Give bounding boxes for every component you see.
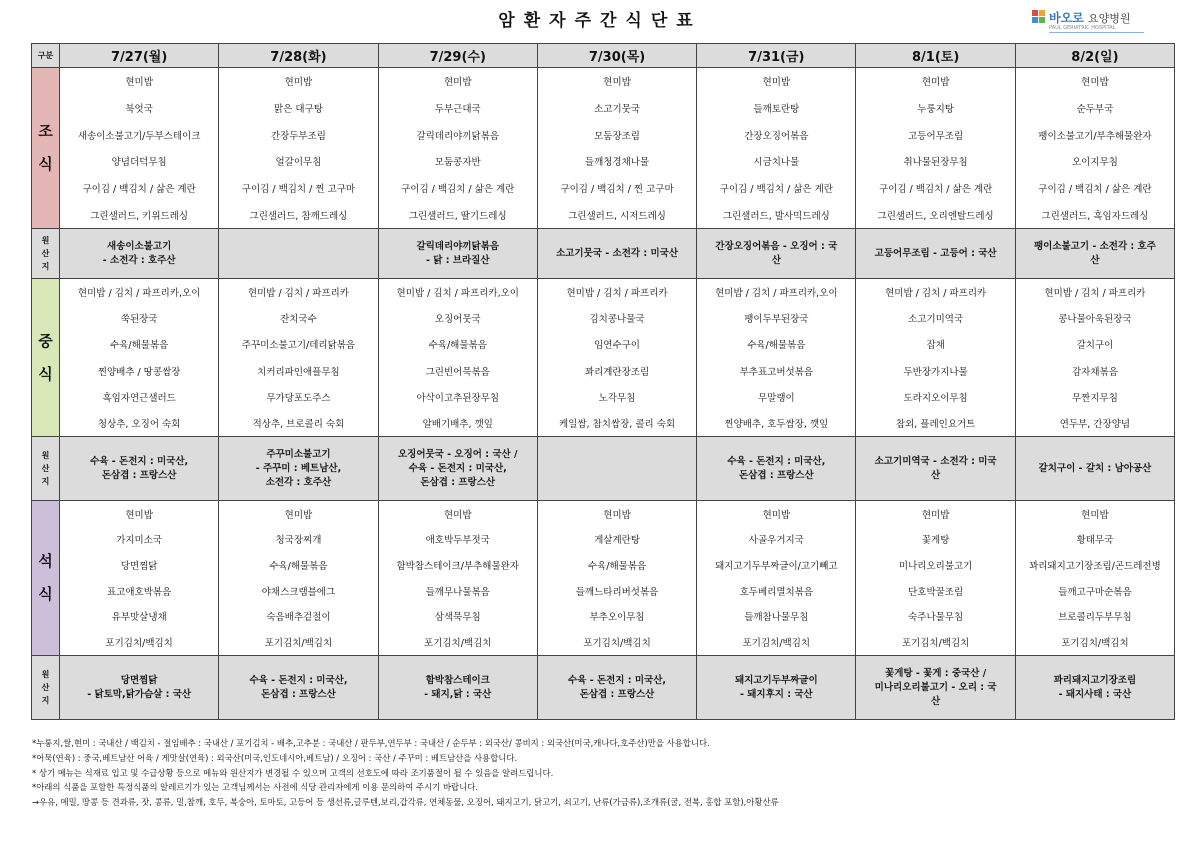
lunch-label: 중 식 xyxy=(32,279,60,437)
menu-item: 현미밥 xyxy=(284,77,313,89)
menu-item: 미나리오리불고기 xyxy=(898,561,973,573)
menu-item: 현미밥 xyxy=(125,509,153,521)
origin-text: 산 xyxy=(1090,254,1100,266)
menu-item: 포기김치/백김치 xyxy=(583,638,651,650)
menu-cell xyxy=(537,68,696,229)
menu-item: 현미밥 xyxy=(284,509,313,521)
menu-item: 그린샐러드, 딸기드레싱 xyxy=(408,210,507,222)
menu-item: 꽈리돼지고기장조림/곤드레전병 xyxy=(1029,561,1161,573)
menu-item: 현미밥 / 김치 / 파프리카 xyxy=(1044,288,1146,300)
menu-item: 아삭이고추된장무침 xyxy=(416,392,500,404)
origin-label: 원 산 지 xyxy=(32,229,60,279)
origin-text: 함박참스테이크 xyxy=(425,674,490,686)
day-header: 7/29(수) xyxy=(378,44,537,68)
menu-item: 포기김치/백김치 xyxy=(742,638,811,650)
origin-text: 팽이소불고기 - 소전각 : 호주 xyxy=(1033,240,1156,252)
menu-item: 오이지무침 xyxy=(1071,157,1118,169)
header-row xyxy=(32,44,1175,68)
origin-cell xyxy=(219,437,378,501)
menu-item: 수육/해물볶음 xyxy=(428,340,487,352)
menu-item: 잡채 xyxy=(926,340,945,352)
menu-item: 소고기뭇국 xyxy=(594,103,640,115)
origin-cell xyxy=(60,656,219,720)
origin-text: 돼지고기두부짜글이 xyxy=(735,674,818,686)
origin-text: - 돼지,닭 : 국산 xyxy=(424,688,492,700)
menu-item: 당면찜닭 xyxy=(120,561,158,573)
menu-item: 팽이두부된장국 xyxy=(744,314,809,326)
menu-item: 오징어뭇국 xyxy=(434,314,481,326)
origin-cell xyxy=(697,437,856,501)
origin-cell xyxy=(697,656,856,720)
menu-item: 현미밥 / 김치 / 파프리카 xyxy=(247,288,349,300)
menu-cell xyxy=(1015,68,1174,229)
menu-item: 사골우거지국 xyxy=(748,535,804,547)
menu-cell xyxy=(219,501,378,656)
day-header: 7/31(금) xyxy=(697,44,856,68)
menu-item: 구이김 / 백김치 / 삶은 계란 xyxy=(719,183,833,195)
menu-item: 구이김 / 백김치 / 찐 고구마 xyxy=(560,183,674,195)
menu-item: 꽃게탕 xyxy=(921,535,950,547)
origin-text: 산 xyxy=(771,254,781,266)
menu-item: 포기김치/백김치 xyxy=(264,638,333,650)
menu-item: 갈치구이 xyxy=(1076,340,1114,352)
menu-item: 구이김 / 백김치 / 삶은 계란 xyxy=(878,183,993,195)
menu-item: 적상추, 브로콜리 숙회 xyxy=(252,418,345,430)
menu-item: 현미밥 / 김치 / 파프리카,오이 xyxy=(715,288,838,300)
menu-item: 청상추, 오징어 숙회 xyxy=(97,418,181,430)
menu-item: 표고애호박볶음 xyxy=(107,586,172,598)
menu-cell xyxy=(219,68,378,229)
menu-item: 그린샐러드, 발사믹드레싱 xyxy=(722,210,830,222)
menu-item: 얼갈이무침 xyxy=(275,157,322,169)
menu-item: 현미밥 / 김치 / 파프리카,오이 xyxy=(77,288,201,300)
menu-item: 현미밥 / 김치 / 파프리카 xyxy=(566,288,668,300)
menu-cell xyxy=(697,279,856,437)
menu-item: 도라지오이무침 xyxy=(903,392,968,404)
menu-item: 들깨토란탕 xyxy=(753,103,800,115)
weekly-menu-table xyxy=(31,43,1175,720)
menu-item: 새송이소불고기/두부스테이크 xyxy=(77,130,201,142)
note-line: →우유, 메밀, 땅콩 등 견과류, 잣, 콩류, 밀,참깨, 호두, 복숭아, 토마토, 고등어 등 생선류,글루텐,보리,갑각류, 연체동물, 오징어, 돼지고기, 닭고기, 쇠고기, 난류(가금류),조개류(굴, 전복, 홍합 포함),아황산류 xyxy=(32,797,779,808)
menu-item: 야채스크램블에그 xyxy=(261,586,336,598)
menu-item: 현미밥 xyxy=(443,77,472,89)
origin-cell xyxy=(537,437,696,501)
menu-item: 호두베리멸치볶음 xyxy=(739,586,814,598)
menu-item: 알배기배추, 깻잎 xyxy=(422,418,493,430)
menu-item: 현미밥 xyxy=(1081,509,1109,521)
menu-cell xyxy=(378,279,537,437)
menu-item: 수육/해물볶음 xyxy=(110,340,169,352)
origin-text: 갈치구이 - 갈치 : 남아공산 xyxy=(1038,462,1152,474)
menu-item: 들깨느타리버섯볶음 xyxy=(575,586,659,598)
origin-cell xyxy=(537,229,696,279)
origin-text: - 돼지후지 : 국산 xyxy=(739,688,813,700)
origin-text: 돈삼겹 : 프랑스산 xyxy=(420,476,496,488)
menu-item: 구이김 / 백김치 / 삶은 계란 xyxy=(1038,183,1152,195)
menu-item: 간장두부조림 xyxy=(270,130,326,142)
menu-item: 주꾸미소불고기/데리닭볶음 xyxy=(241,340,356,352)
menu-item: 누룽지탕 xyxy=(917,103,954,115)
menu-item: 현미밥 / 김치 / 파프리카,오이 xyxy=(396,288,519,300)
menu-item: 유부맛살냉채 xyxy=(111,612,167,624)
menu-item: 현미밥 xyxy=(762,509,791,521)
origin-cell xyxy=(219,656,378,720)
origin-text: 수육 - 돈전지 : 미국산, xyxy=(249,674,348,686)
origin-text: 산 xyxy=(931,695,941,707)
origin-text: - 닭토막,닭가슴살 : 국산 xyxy=(87,688,192,700)
menu-item: 애호박두부젓국 xyxy=(425,535,490,547)
menu-item: 양념더덕무침 xyxy=(111,157,167,169)
menu-cell xyxy=(219,279,378,437)
day-header: 7/27(월) xyxy=(60,44,219,68)
origin-text: 꽈리돼지고기장조림 xyxy=(1053,674,1137,686)
menu-item: 현미밥 / 김치 / 파프리카 xyxy=(885,288,987,300)
menu-cell xyxy=(60,279,219,437)
origin-text: 수육 - 돈전지 : 미국산, xyxy=(90,455,189,467)
menu-item: 치커리파인애플무침 xyxy=(257,366,340,378)
origin-text: 고등어무조림 - 고등어 : 국산 xyxy=(874,247,997,259)
menu-item: 모둠콩자반 xyxy=(434,157,481,169)
menu-item: 들깨무나물볶음 xyxy=(425,586,490,598)
menu-cell xyxy=(378,501,537,656)
origin-label: 원 산 지 xyxy=(32,656,60,720)
menu-item: 연두부, 간장양념 xyxy=(1059,418,1131,430)
menu-item: 포기김치/백김치 xyxy=(105,638,173,650)
origin-text: 소전각 : 호주산 xyxy=(265,476,332,488)
origin-text: 주꾸미소불고기 xyxy=(266,448,331,460)
menu-item: 소고기미역국 xyxy=(908,314,964,326)
logo-icon xyxy=(1032,10,1046,24)
menu-item: 브로콜리두부무침 xyxy=(1058,612,1132,624)
menu-item: 포기김치/백김치 xyxy=(1061,638,1129,650)
menu-item: 숙주나물무침 xyxy=(908,612,964,624)
menu-item: 케일쌈, 참치쌈장, 콜리 숙회 xyxy=(559,418,676,430)
note-line: * 상기 메뉴는 식재료 입고 및 수급상황 등으로 메뉴와 원산지가 변경될 수 있으며 고객의 선호도에 따라 조기품절이 될 수 있음을 알려드립니다. xyxy=(32,767,554,778)
menu-item: 현미밥 xyxy=(921,77,950,89)
menu-cell xyxy=(856,279,1015,437)
lunch-row xyxy=(32,279,1175,437)
menu-item: 시금치나물 xyxy=(753,157,800,169)
menu-item: 구이김 / 백김치 / 찐 고구마 xyxy=(241,183,356,195)
menu-item: 고등어무조림 xyxy=(908,130,964,142)
menu-item: 임연수구이 xyxy=(594,340,640,352)
menu-item: 부추표고버섯볶음 xyxy=(739,366,814,378)
menu-cell xyxy=(378,68,537,229)
origin-cell xyxy=(60,229,219,279)
menu-item: 순두부국 xyxy=(1076,103,1114,115)
menu-cell xyxy=(60,68,219,229)
origin-label: 원 산 지 xyxy=(32,437,60,501)
origin-text: 갈릭데리야끼닭볶음 xyxy=(416,240,500,252)
menu-item: 무말랭이 xyxy=(757,392,795,404)
menu-item: 들깨청경채나물 xyxy=(584,157,650,169)
menu-item: 쑥된장국 xyxy=(120,314,158,326)
menu-item: 콩나물아욱된장국 xyxy=(1058,314,1132,326)
menu-item: 간장오징어볶음 xyxy=(744,130,809,142)
menu-item: 그린빈어묵볶음 xyxy=(425,366,490,378)
menu-item: 현미밥 xyxy=(1081,77,1109,89)
menu-item: 감자채볶음 xyxy=(1071,366,1118,378)
menu-item: 그린샐러드, 오리엔탈드레싱 xyxy=(877,210,994,222)
menu-item: 잔치국수 xyxy=(280,314,317,326)
origin-text: 오징어뭇국 - 오징어 : 국산 / xyxy=(397,448,518,460)
day-header: 7/28(화) xyxy=(219,44,378,68)
origin-text: - 소전각 : 호주산 xyxy=(102,254,176,266)
menu-item: 함박참스테이크/부추해물완자 xyxy=(396,561,519,573)
menu-item: 참외, 플레인요거트 xyxy=(895,418,976,430)
menu-item: 들깨참나물무침 xyxy=(744,612,809,624)
origin-cell xyxy=(1015,229,1174,279)
menu-item: 현미밥 xyxy=(603,509,631,521)
menu-item: 흑임자연근샐러드 xyxy=(102,392,176,404)
page-title: 암환자주간식단표 xyxy=(498,11,702,31)
origin-cell xyxy=(378,656,537,720)
menu-item: 모둠장조림 xyxy=(594,130,640,142)
menu-cell xyxy=(60,501,219,656)
menu-cell xyxy=(856,501,1015,656)
menu-item: 현미밥 xyxy=(603,77,631,89)
logo-brand: 바오로 xyxy=(1049,11,1084,25)
menu-item: 현미밥 xyxy=(125,77,153,89)
menu-item: 수육/해물볶음 xyxy=(587,561,647,573)
origin-text: 당면찜닭 xyxy=(120,674,158,686)
menu-item: 현미밥 xyxy=(762,77,791,89)
hospital-logo xyxy=(1032,8,1144,34)
menu-item: 그린샐러드, 참깨드레싱 xyxy=(249,210,348,222)
origin-cell xyxy=(378,229,537,279)
menu-item: 그린샐러드, 키위드레싱 xyxy=(90,210,189,222)
breakfast-row xyxy=(32,68,1175,229)
menu-item: 숙음배추겉절이 xyxy=(266,612,331,624)
origin-cell xyxy=(219,229,378,279)
header-gubun: 구분 xyxy=(32,44,60,68)
menu-item: 단호박꿀조림 xyxy=(908,586,964,598)
day-header: 7/30(목) xyxy=(537,44,696,68)
origin-text: 꽃게탕 - 꽃게 : 중국산 / xyxy=(885,667,987,679)
menu-cell xyxy=(1015,279,1174,437)
menu-item: 김치콩나물국 xyxy=(589,314,645,326)
origin-cell xyxy=(856,229,1015,279)
menu-cell xyxy=(697,68,856,229)
origin-text: 간장오징어볶음 - 오징어 : 국 xyxy=(715,240,838,252)
origin-text: 수육 - 돈전지 : 미국산, xyxy=(408,462,507,474)
origin-text: 돈삼겹 : 프랑스산 xyxy=(579,688,655,700)
origin-cell xyxy=(697,229,856,279)
menu-item: 들깨고구마순볶음 xyxy=(1058,586,1132,598)
origin-text: 돈삼겹 : 프랑스산 xyxy=(261,688,336,700)
menu-item: 노각무침 xyxy=(598,392,636,404)
origin-text: 새송이소불고기 xyxy=(107,240,172,252)
origin-text: 산 xyxy=(931,469,941,481)
origin-text: 수육 - 돈전지 : 미국산, xyxy=(727,455,826,467)
origin-cell xyxy=(1015,656,1174,720)
menu-item: 가지미소국 xyxy=(116,535,163,547)
breakfast-label: 조 식 xyxy=(32,68,60,229)
menu-item: 그린샐러드, 시저드레싱 xyxy=(568,210,666,222)
origin-cell xyxy=(856,437,1015,501)
menu-item: 팽이소불고기/부추해물완자 xyxy=(1038,130,1152,142)
note-line: *어묵(연육) : 중국,베트남산 어육 / 게맛살(연육) : 외국산(미국,인도네시아,베트남) / 오징어 : 국산 / 주꾸미 : 베트남산을 사용합니다. xyxy=(32,752,518,763)
origin-text: - 돼지사태 : 국산 xyxy=(1058,688,1132,700)
menu-item: 무짠지무침 xyxy=(1071,392,1118,404)
menu-cell xyxy=(856,68,1015,229)
note-line: *아래의 식품을 포함한 특정식품의 알레르기가 있는 고객님께서는 사전에 식당 관리자에게 이용 문의하여 주시기 바랍니다. xyxy=(32,782,478,793)
day-header: 8/1(토) xyxy=(856,44,1015,68)
dinner-row xyxy=(32,501,1175,656)
origin-cell xyxy=(856,656,1015,720)
menu-item: 청국장찌개 xyxy=(275,535,322,547)
origin-text: 소고기뭇국 - 소전각 : 미국산 xyxy=(556,247,678,259)
origin-text: 돈삼겹 : 프랑스산 xyxy=(101,469,177,481)
menu-item: 황태무국 xyxy=(1076,535,1114,547)
origin-text: 소고기미역국 - 소전각 : 미국 xyxy=(874,455,997,467)
menu-item: 갈릭데리야끼닭볶음 xyxy=(416,130,500,142)
menu-item: 포기김치/백김치 xyxy=(901,638,970,650)
origin-text: - 주꾸미 : 베트남산, xyxy=(255,462,342,474)
dinner-origin-row xyxy=(32,656,1175,720)
origin-cell xyxy=(378,437,537,501)
menu-item: 꽈리계란장조림 xyxy=(584,366,650,378)
menu-cell xyxy=(537,501,696,656)
menu-item: 현미밥 xyxy=(443,509,472,521)
menu-item: 북엇국 xyxy=(125,103,153,115)
origin-text: 수육 - 돈전지 : 미국산, xyxy=(568,674,667,686)
origin-cell xyxy=(537,656,696,720)
logo-suffix: 요양병원 xyxy=(1087,12,1131,25)
menu-item: 무가당포도주스 xyxy=(266,392,331,404)
day-header: 8/2(일) xyxy=(1015,44,1174,68)
menu-item: 돼지고기두부짜글이/고기빼고 xyxy=(715,561,838,573)
menu-item: 게살계란탕 xyxy=(594,535,640,547)
menu-item: 삼색묵무침 xyxy=(434,612,481,624)
menu-item: 구이김 / 백김치 / 삶은 계란 xyxy=(401,183,515,195)
menu-item: 수육/해물볶음 xyxy=(269,561,328,573)
note-line: *누룽지,쌀,현미 : 국내산 / 백김치 - 절임배추 : 국내산 / 포기김치 - 배추,고추분 : 국내산 / 판두부,연두부 : 국내산 / 순두부 : 외국산/ 콩비지 : 외국산(미국,캐나다,호주산)만을 사용합니다. xyxy=(32,738,710,748)
menu-item: 찐양배추 / 땅콩쌈장 xyxy=(97,366,181,378)
dinner-label: 석 식 xyxy=(32,501,60,656)
menu-cell xyxy=(537,279,696,437)
menu-item: 두부근대국 xyxy=(434,103,481,115)
menu-item: 현미밥 xyxy=(921,509,950,521)
lunch-origin-row xyxy=(32,437,1175,501)
menu-item: 두반장가지나물 xyxy=(903,366,968,378)
menu-item: 수육/해물볶음 xyxy=(747,340,806,352)
origin-cell xyxy=(60,437,219,501)
menu-item: 취나물된장무침 xyxy=(903,157,968,169)
menu-item: 찐양배추, 호두쌈장, 깻잎 xyxy=(724,418,829,430)
menu-item: 그린샐러드, 흑임자드레싱 xyxy=(1041,210,1149,222)
menu-cell xyxy=(1015,501,1174,656)
notes xyxy=(32,736,1172,810)
logo-subtitle: PAUL GERIATRIC HOSPITAL xyxy=(1049,25,1116,31)
breakfast-origin-row xyxy=(32,229,1175,279)
origin-text: - 닭 : 브라질산 xyxy=(425,254,490,266)
menu-item: 부추오이무침 xyxy=(589,612,645,624)
origin-text: 돈삼겹 : 프랑스산 xyxy=(739,469,814,481)
origin-text: 미나리오리불고기 - 오리 : 국 xyxy=(874,681,997,693)
origin-cell xyxy=(1015,437,1174,501)
menu-item: 포기김치/백김치 xyxy=(424,638,492,650)
menu-item: 맑은 대구탕 xyxy=(273,103,323,115)
menu-item: 구이김 / 백김치 / 삶은 계란 xyxy=(82,183,196,195)
menu-cell xyxy=(697,501,856,656)
